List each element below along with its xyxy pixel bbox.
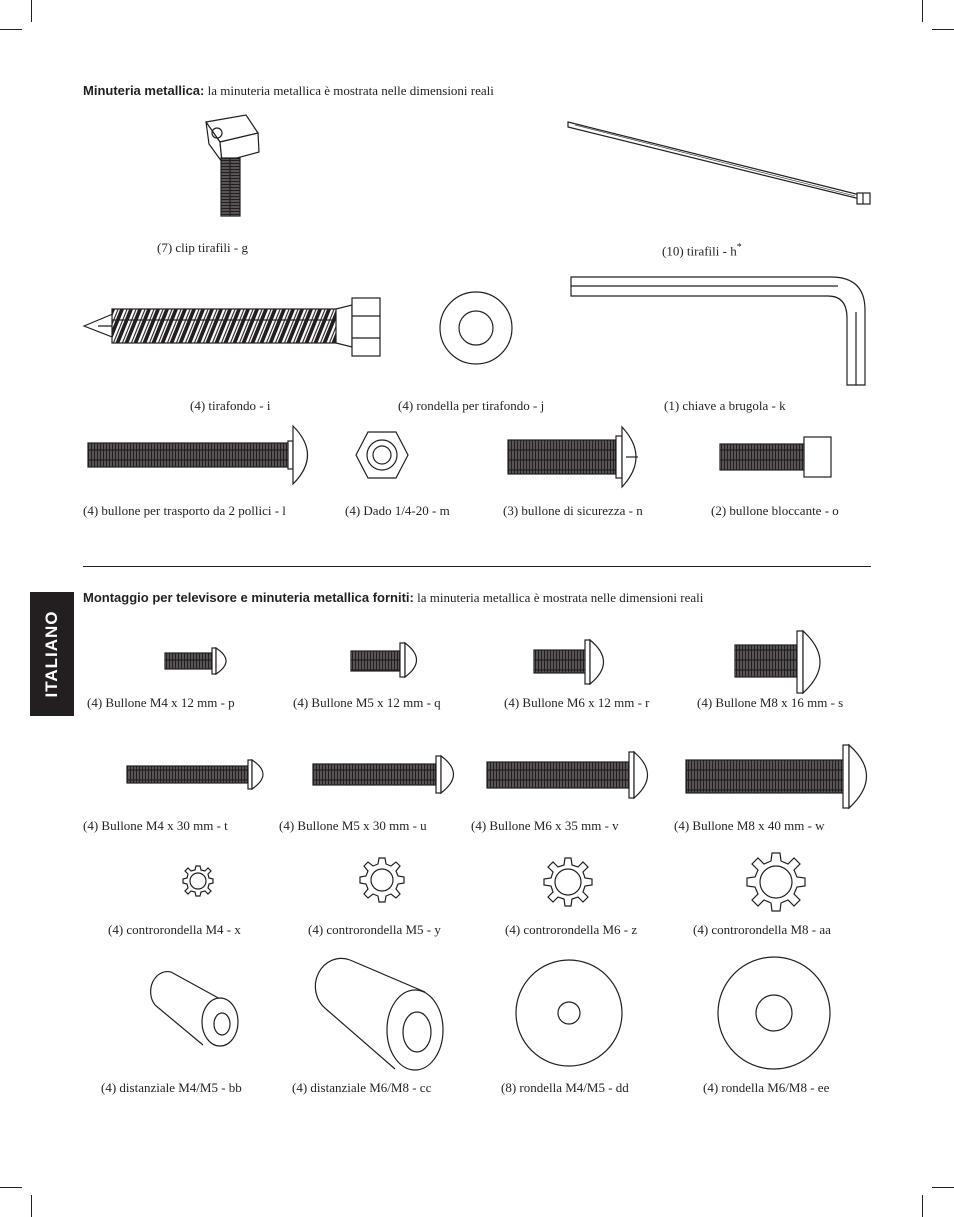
bolt-m5-30-icon	[313, 756, 454, 793]
spacer-m4-m5-icon	[151, 972, 238, 1048]
item-note-h: *	[736, 242, 742, 253]
bolt-m8-40-icon	[686, 745, 867, 808]
section2-title-bold: Montaggio per televisore e minuteria metallica forniti:	[83, 590, 414, 605]
bolt-m6-35-icon	[487, 752, 648, 798]
carriage-bolt-icon	[88, 426, 308, 484]
item-label-x: (4) controrondella M4 - x	[108, 922, 241, 937]
bolt-m5-12-icon	[351, 643, 417, 677]
section2-title-rest: la minuteria metallica è mostrata nelle dimensioni reali	[417, 590, 704, 605]
item-label-o: (2) bullone bloccante - o	[711, 503, 839, 518]
lag-screw-icon	[84, 298, 380, 356]
item-label-l: (4) bullone per trasporto da 2 pollici - l	[83, 503, 286, 518]
section1-title-bold: Minuteria metallica:	[83, 83, 205, 98]
security-bolt-icon	[508, 427, 638, 487]
bolt-m4-12-icon	[165, 648, 226, 674]
item-label-ee: (4) rondella M6/M8 - ee	[703, 1080, 830, 1095]
allen-key-icon	[571, 277, 865, 385]
item-label-m: (4) Dado 1/4-20 - m	[345, 503, 450, 518]
item-label-q: (4) Bullone M5 x 12 mm - q	[293, 695, 441, 710]
item-label-k: (1) chiave a brugola - k	[664, 398, 786, 413]
language-tab-label: ITALIANO	[42, 610, 61, 698]
cable-tie-icon	[568, 122, 870, 204]
item-label-r: (4) Bullone M6 x 12 mm - r	[504, 695, 650, 710]
bolt-m4-30-icon	[127, 760, 263, 789]
washer-m6-m8-icon	[718, 957, 830, 1069]
bolt-m6-12-icon	[534, 640, 604, 684]
lock-washer-m6-icon	[544, 858, 592, 906]
item-label-y: (4) controrondella M5 - y	[308, 922, 441, 937]
item-label-u: (4) Bullone M5 x 30 mm - u	[279, 818, 427, 833]
item-label-w: (4) Bullone M8 x 40 mm - w	[674, 818, 825, 833]
item-label-v: (4) Bullone M6 x 35 mm - v	[471, 818, 619, 833]
item-label-i: (4) tirafondo - i	[190, 398, 271, 413]
item-label-z: (4) controrondella M6 - z	[505, 922, 638, 937]
item-label-j: (4) rondella per tirafondo - j	[398, 398, 545, 413]
item-label-n: (3) bullone di sicurezza - n	[503, 503, 643, 518]
item-label-cc: (4) distanziale M6/M8 - cc	[292, 1080, 432, 1095]
item-label-aa: (4) controrondella M8 - aa	[693, 922, 831, 937]
washer-m4-m5-icon	[516, 960, 622, 1066]
item-label-g: (7) clip tirafili - g	[157, 240, 248, 255]
bolt-m8-16-icon	[735, 631, 820, 693]
lock-washer-m4-icon	[183, 866, 213, 896]
section1-title-rest: la minuteria metallica è mostrata nelle dimensioni reali	[207, 83, 494, 98]
item-label-s: (4) Bullone M8 x 16 mm - s	[697, 695, 844, 710]
item-label-dd: (8) rondella M4/M5 - dd	[501, 1080, 629, 1095]
lag-washer-icon	[440, 292, 512, 364]
locking-bolt-icon	[720, 437, 831, 477]
cable-clip-icon	[206, 115, 259, 216]
hex-nut-icon	[356, 432, 408, 478]
item-label-t: (4) Bullone M4 x 30 mm - t	[83, 818, 228, 833]
lock-washer-m8-icon	[747, 853, 805, 911]
item-label-p: (4) Bullone M4 x 12 mm - p	[87, 695, 235, 710]
item-label-bb: (4) distanziale M4/M5 - bb	[101, 1080, 242, 1095]
lock-washer-m5-icon	[360, 858, 404, 902]
spacer-m6-m8-icon	[315, 958, 443, 1070]
item-label-h: (10) tirafili - h	[662, 243, 737, 259]
